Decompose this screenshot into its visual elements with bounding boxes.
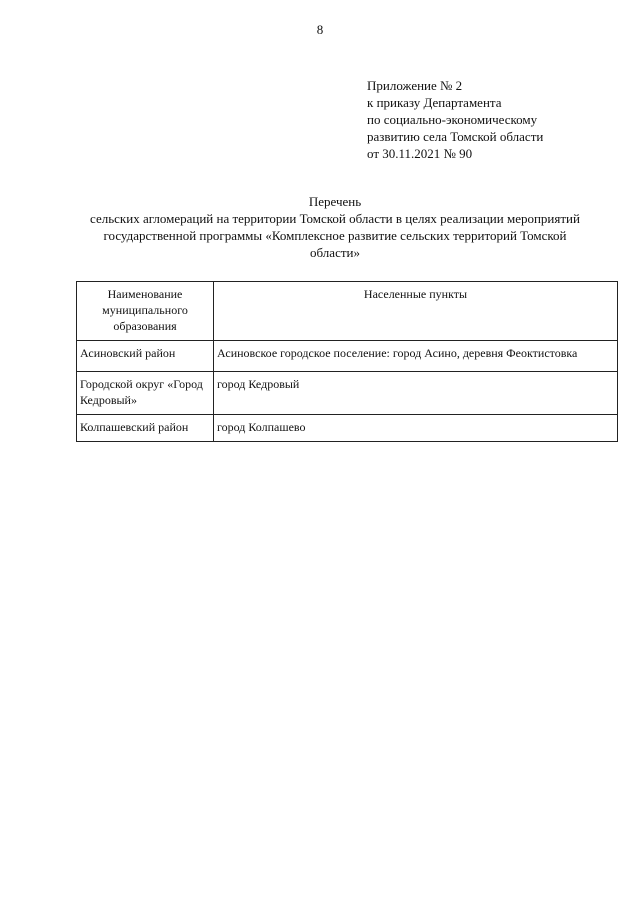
appendix-line: по социально-экономическому	[367, 112, 538, 127]
page-number: 8	[316, 22, 324, 37]
appendix-line: от 30.11.2021 № 90	[367, 146, 473, 161]
title-line: государственной программы «Комплексное развитие сельских территорий Томской	[103, 228, 567, 243]
table-row	[77, 415, 618, 442]
header-municipality: Наименование муниципального образования	[77, 282, 214, 341]
table-row	[77, 372, 618, 415]
appendix-block	[367, 77, 627, 162]
document-title	[40, 193, 630, 261]
municipality-cell: Асиновский район	[77, 341, 214, 372]
settlements-table	[76, 281, 618, 442]
appendix-line: Приложение № 2	[367, 78, 463, 93]
settlements-cell: город Колпашево	[214, 415, 618, 442]
header-settlements: Населенные пункты	[214, 282, 618, 341]
municipality-cell: Колпашевский район	[77, 415, 214, 442]
title-line: сельских агломераций на территории Томской области в целях реализации мероприятий	[90, 211, 580, 226]
table-header-row	[77, 282, 618, 341]
settlements-cell: город Кедровый	[214, 372, 618, 415]
settlements-cell: Асиновское городское поселение: город Асино, деревня Феоктистовка	[214, 341, 618, 372]
table-row	[77, 341, 618, 372]
title-heading: Перечень	[308, 194, 362, 209]
appendix-line: развитию села Томской области	[367, 129, 544, 144]
appendix-line: к приказу Департамента	[367, 95, 502, 110]
title-line: области»	[310, 245, 360, 260]
municipality-cell: Городской округ «Город Кедровый»	[77, 372, 214, 415]
